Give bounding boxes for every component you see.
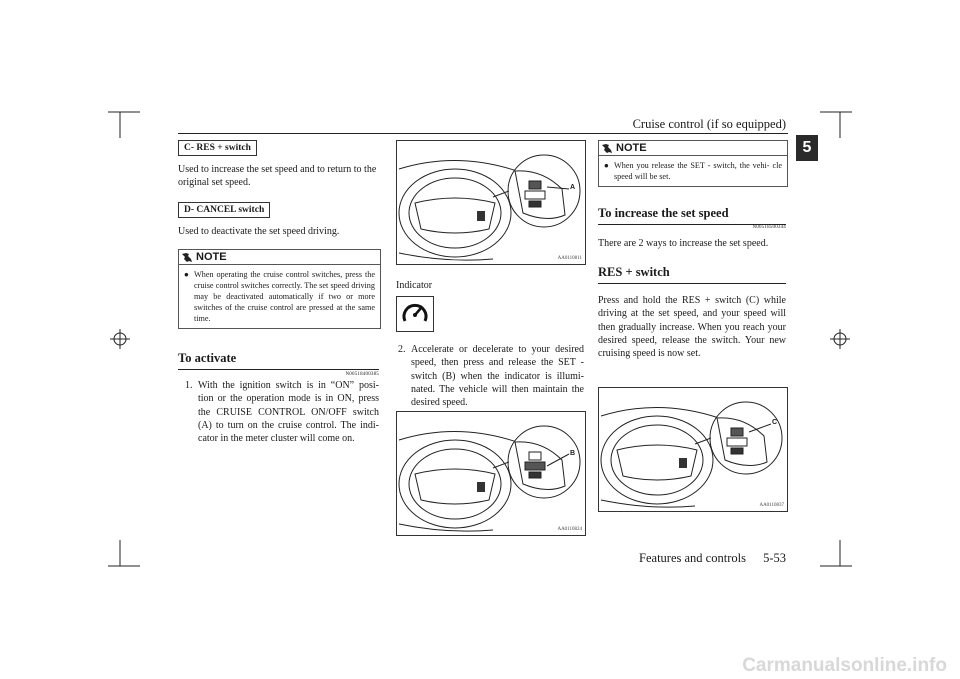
bullet-icon: ● bbox=[184, 270, 189, 279]
c-res-switch-text: Used to increase the set speed and to return to the original set speed. bbox=[178, 164, 377, 189]
figure-letter-a: A bbox=[570, 184, 576, 191]
note-body bbox=[179, 264, 380, 328]
figure-code-c: AA0110837 bbox=[759, 503, 784, 508]
indicator-box bbox=[396, 296, 434, 332]
res-switch-heading: RES + switch bbox=[598, 265, 786, 284]
to-activate-heading: To activate bbox=[178, 351, 379, 370]
steering-figure-c bbox=[598, 387, 788, 512]
note-label: NOTE bbox=[196, 251, 227, 263]
header-rule bbox=[178, 133, 788, 134]
figure-code-b: AA0110824 bbox=[557, 527, 582, 532]
indicator-label: Indicator bbox=[396, 280, 433, 291]
step-2 bbox=[398, 343, 584, 409]
note-box-2 bbox=[598, 140, 788, 187]
wrench-icon bbox=[181, 252, 193, 263]
section-code: N00518400385 bbox=[345, 372, 379, 377]
step-1 bbox=[185, 379, 379, 445]
note-text: When you release the SET - switch, the vehi- cle speed will be set. bbox=[614, 161, 782, 181]
steering-figure-a bbox=[396, 140, 586, 265]
figure-letter-c: C bbox=[772, 419, 778, 426]
note-header bbox=[179, 250, 380, 264]
footer-section bbox=[600, 551, 786, 566]
note-label: NOTE bbox=[616, 142, 647, 154]
d-cancel-switch-text: Used to deactivate the set speed driving. bbox=[178, 226, 340, 237]
note-header bbox=[599, 141, 787, 155]
steering-figure-b bbox=[396, 411, 586, 536]
step-1-number: 1. bbox=[185, 380, 193, 391]
figure-letter-b: B bbox=[570, 450, 576, 457]
increase-intro: There are 2 ways to increase the set speed. bbox=[598, 238, 769, 249]
page-header-title: Cruise control (if so equipped) bbox=[632, 117, 786, 131]
steering-wheel-illustration bbox=[397, 141, 585, 264]
steering-wheel-illustration bbox=[397, 412, 585, 535]
c-res-switch-title: C- RES + switch bbox=[178, 140, 257, 156]
figure-code-a: AA0110811 bbox=[557, 256, 582, 261]
note-body bbox=[599, 155, 787, 186]
speedometer-icon bbox=[397, 297, 433, 331]
d-cancel-switch-title: D- CANCEL switch bbox=[178, 202, 270, 218]
res-switch-text: Press and hold the RES + switch (C) while driving at the set speed, and your speed will then gradually increase. When you reach your desired speed, release the switch. Your new cruising speed is now set. bbox=[598, 295, 786, 360]
step-2-number: 2. bbox=[398, 344, 406, 355]
watermark: Carmanualsonline.info bbox=[742, 655, 947, 676]
increase-speed-heading: To increase the set speed bbox=[598, 206, 786, 225]
wrench-icon bbox=[601, 143, 613, 154]
note-text: When operating the cruise control switches, press the cruise control switches correctly. The set speed driving may be deactivated automatically if two or more switches of the cruise control are pressed at the same time. bbox=[194, 270, 375, 323]
chapter-tab: 5 bbox=[796, 135, 818, 161]
step-1-text: With the ignition switch is in “ON” posi- tion or the operation mode is in ON, press the CRUISE CONTROL ON/OFF switch (A) to turn on the cruise control. The indi- cator in the meter cluster will come on. bbox=[198, 380, 379, 445]
step-2-text: Accelerate or decelerate to your desired speed, then press and release the SET - switch (B) when the indicator is illumi- nated. The vehicle will then maintain the desired speed. bbox=[411, 344, 584, 409]
steering-wheel-illustration bbox=[599, 388, 787, 511]
note-box-1 bbox=[178, 249, 381, 329]
bullet-icon: ● bbox=[604, 161, 609, 170]
footer-page-number: 5-53 bbox=[763, 551, 786, 565]
footer-section-name: Features and controls bbox=[639, 551, 746, 565]
section-code: N00518500344 bbox=[752, 225, 786, 230]
